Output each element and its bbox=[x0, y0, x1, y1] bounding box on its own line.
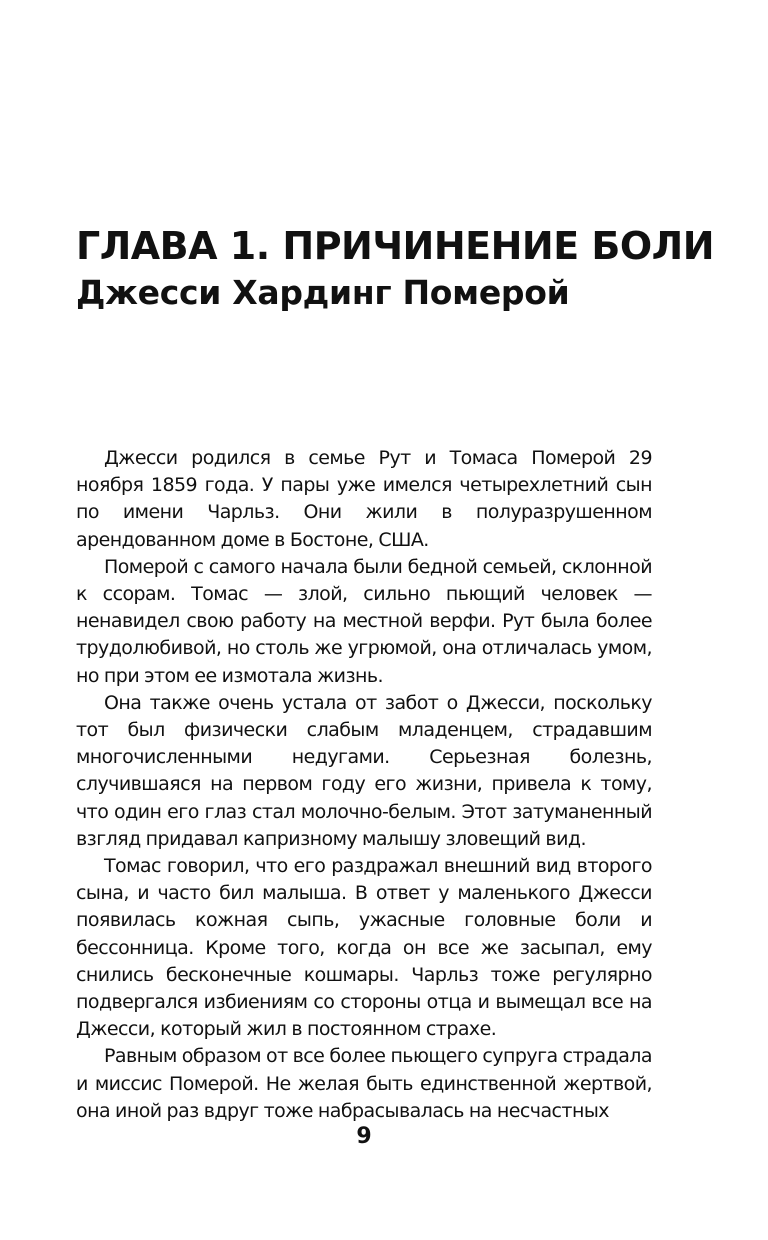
chapter-subtitle: Джесси Хардинг Померой bbox=[76, 273, 570, 312]
paragraph-4: Томас говорил, что его раздражал внешний вид второго сына, и часто бил малыша. В ответ у маленького Джесси появилась кожная сыпь, ужасные головные боли и бессонница. Кроме того, когда он все же засыпал, ему снились бесконечные кошмары. Чарльз тоже регулярно подвергался избиениям со стороны отца и вымещал все на Джесси, который жил в постоянном страхе. bbox=[76, 855, 652, 1041]
page-number: 9 bbox=[356, 1124, 372, 1149]
chapter-title: ГЛАВА 1. ПРИЧИНЕНИЕ БОЛИ bbox=[76, 224, 715, 268]
paragraph-2: Померой с самого начала были бедной семьей, склонной к ссорам. Томас — злой, сильно пьющий человек — ненавидел свою работу на местной верфи. Рут была более трудолюбивой, но столь же угрюмой, она отличалась умом, но при этом ее измотала жизнь. bbox=[76, 555, 652, 687]
paragraph-1: Джесси родился в семье Рут и Томаса Померой 29 ноября 1859 года. У пары уже имелся четырехлетний сын по имени Чарльз. Они жили в полуразрушенном арендованном доме в Бостоне, США. bbox=[76, 447, 652, 551]
paragraph-5: Равным образом от все более пьющего супруга страдала и миссис Померой. Не желая быть единственной жертвой, она иной раз вдруг тоже набрасывалась на несчастных bbox=[76, 1045, 652, 1122]
paragraph-3: Она также очень устала от забот о Джесси, поскольку тот был физически слабым младенцем, страдавшим многочисленными недугами. Серьезная болезнь, случившаяся на первом году его жизни, привела к тому, что один его глаз стал молочно-белым. Этот затуманенный взгляд придавал капризному малышу зловещий вид. bbox=[76, 691, 652, 850]
body-text bbox=[76, 445, 652, 1125]
chapter-heading bbox=[76, 222, 716, 316]
